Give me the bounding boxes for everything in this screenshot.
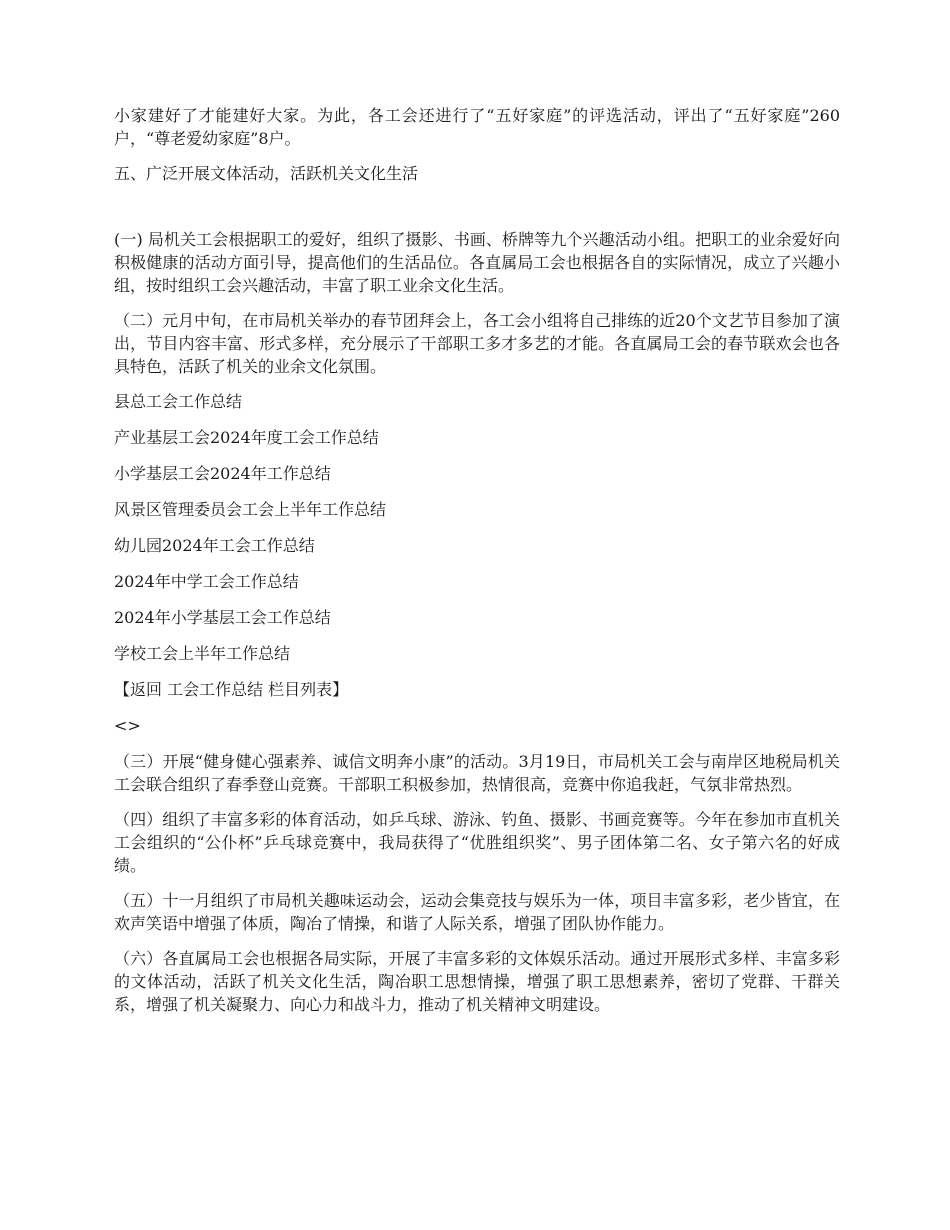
spacer bbox=[114, 198, 840, 228]
back-to-list-link[interactable]: 【返回 工会工作总结 栏目列表】 bbox=[114, 680, 349, 699]
related-link-primary-grassroots-union[interactable]: 2024年小学基层工会工作总结 bbox=[114, 608, 331, 627]
section-heading-5: 五、广泛开展文体活动，活跃机关文化生活 bbox=[114, 164, 419, 183]
related-link-industry-union[interactable]: 产业基层工会2024年度工会工作总结 bbox=[114, 428, 379, 447]
paragraph-interest-groups: (一) 局机关工会根据职工的爱好，组织了摄影、书画、桥牌等九个兴趣活动小组。把职工的业余爱好向积极健康的活动方面引导，提高他们的生活品位。各直属局工会也根据各自的实际情况，成立了兴趣小组，按时组织工会兴趣活动，丰富了职工业余文化生活。 bbox=[114, 230, 840, 295]
document-body bbox=[114, 104, 840, 1028]
related-link-middle-school-union[interactable]: 2024年中学工会工作总结 bbox=[114, 572, 299, 591]
paragraph-spring-festival: （二）元月中旬，在市局机关举办的春节团拜会上，各工会小组将自己排练的近20个文艺节目参加了演出，节目内容丰富、形式多样，充分展示了干部职工多才多艺的才能。各直属局工会的春节联欢会也各具特色，活跃了机关的业余文化氛围。 bbox=[114, 311, 840, 376]
related-link-school-union-half-year[interactable]: 学校工会上半年工作总结 bbox=[114, 644, 291, 663]
paragraph-culture: （六）各直属局工会也根据各局实际，开展了丰富多彩的文体娱乐活动。通过开展形式多样、丰富多彩的文体活动，活跃了机关文化生活，陶冶职工思想情操，增强了职工思想素养，密切了党群、干群关系，增强了机关凝聚力、向心力和战斗力，推动了机关精神文明建设。 bbox=[114, 949, 840, 1014]
paragraph-sports: （四）组织了丰富多彩的体育活动，如乒乓球、游泳、钓鱼、摄影、书画竞赛等。今年在参加市直机关工会组织的“公仆杯”乒乓球竞赛中，我局获得了“优胜组织奖”、男子团体第二名、女子第六名的好成绩。 bbox=[114, 810, 840, 875]
paragraph-games: （五）十一月组织了市局机关趣味运动会，运动会集竞技与娱乐为一体，项目丰富多彩，老少皆宜，在欢声笑语中增强了体质，陶冶了情操，和谐了人际关系，增强了团队协作能力。 bbox=[114, 891, 840, 933]
related-link-scenic-area-union[interactable]: 风景区管理委员会工会上半年工作总结 bbox=[114, 500, 387, 519]
related-link-primary-school-union[interactable]: 小学基层工会2024年工作总结 bbox=[114, 464, 331, 483]
paragraph-hiking: （三）开展“健身健心强素养、诚信文明奔小康”的活动。3月19日，市局机关工会与南岸区地税局机关工会联合组织了春季登山竞赛。干部职工积极参加，热情很高，竞赛中你追我赶，气氛非常热烈。 bbox=[114, 752, 840, 794]
related-link-county-union[interactable]: 县总工会工作总结 bbox=[114, 392, 243, 411]
related-link-kindergarten-union[interactable]: 幼儿园2024年工会工作总结 bbox=[114, 536, 315, 555]
paragraph-family: 小家建好了才能建好大家。为此，各工会还进行了“五好家庭”的评选活动，评出了“五好家庭”260户，“尊老爱幼家庭”8户。 bbox=[114, 106, 840, 148]
marker-text: <> bbox=[114, 716, 141, 735]
